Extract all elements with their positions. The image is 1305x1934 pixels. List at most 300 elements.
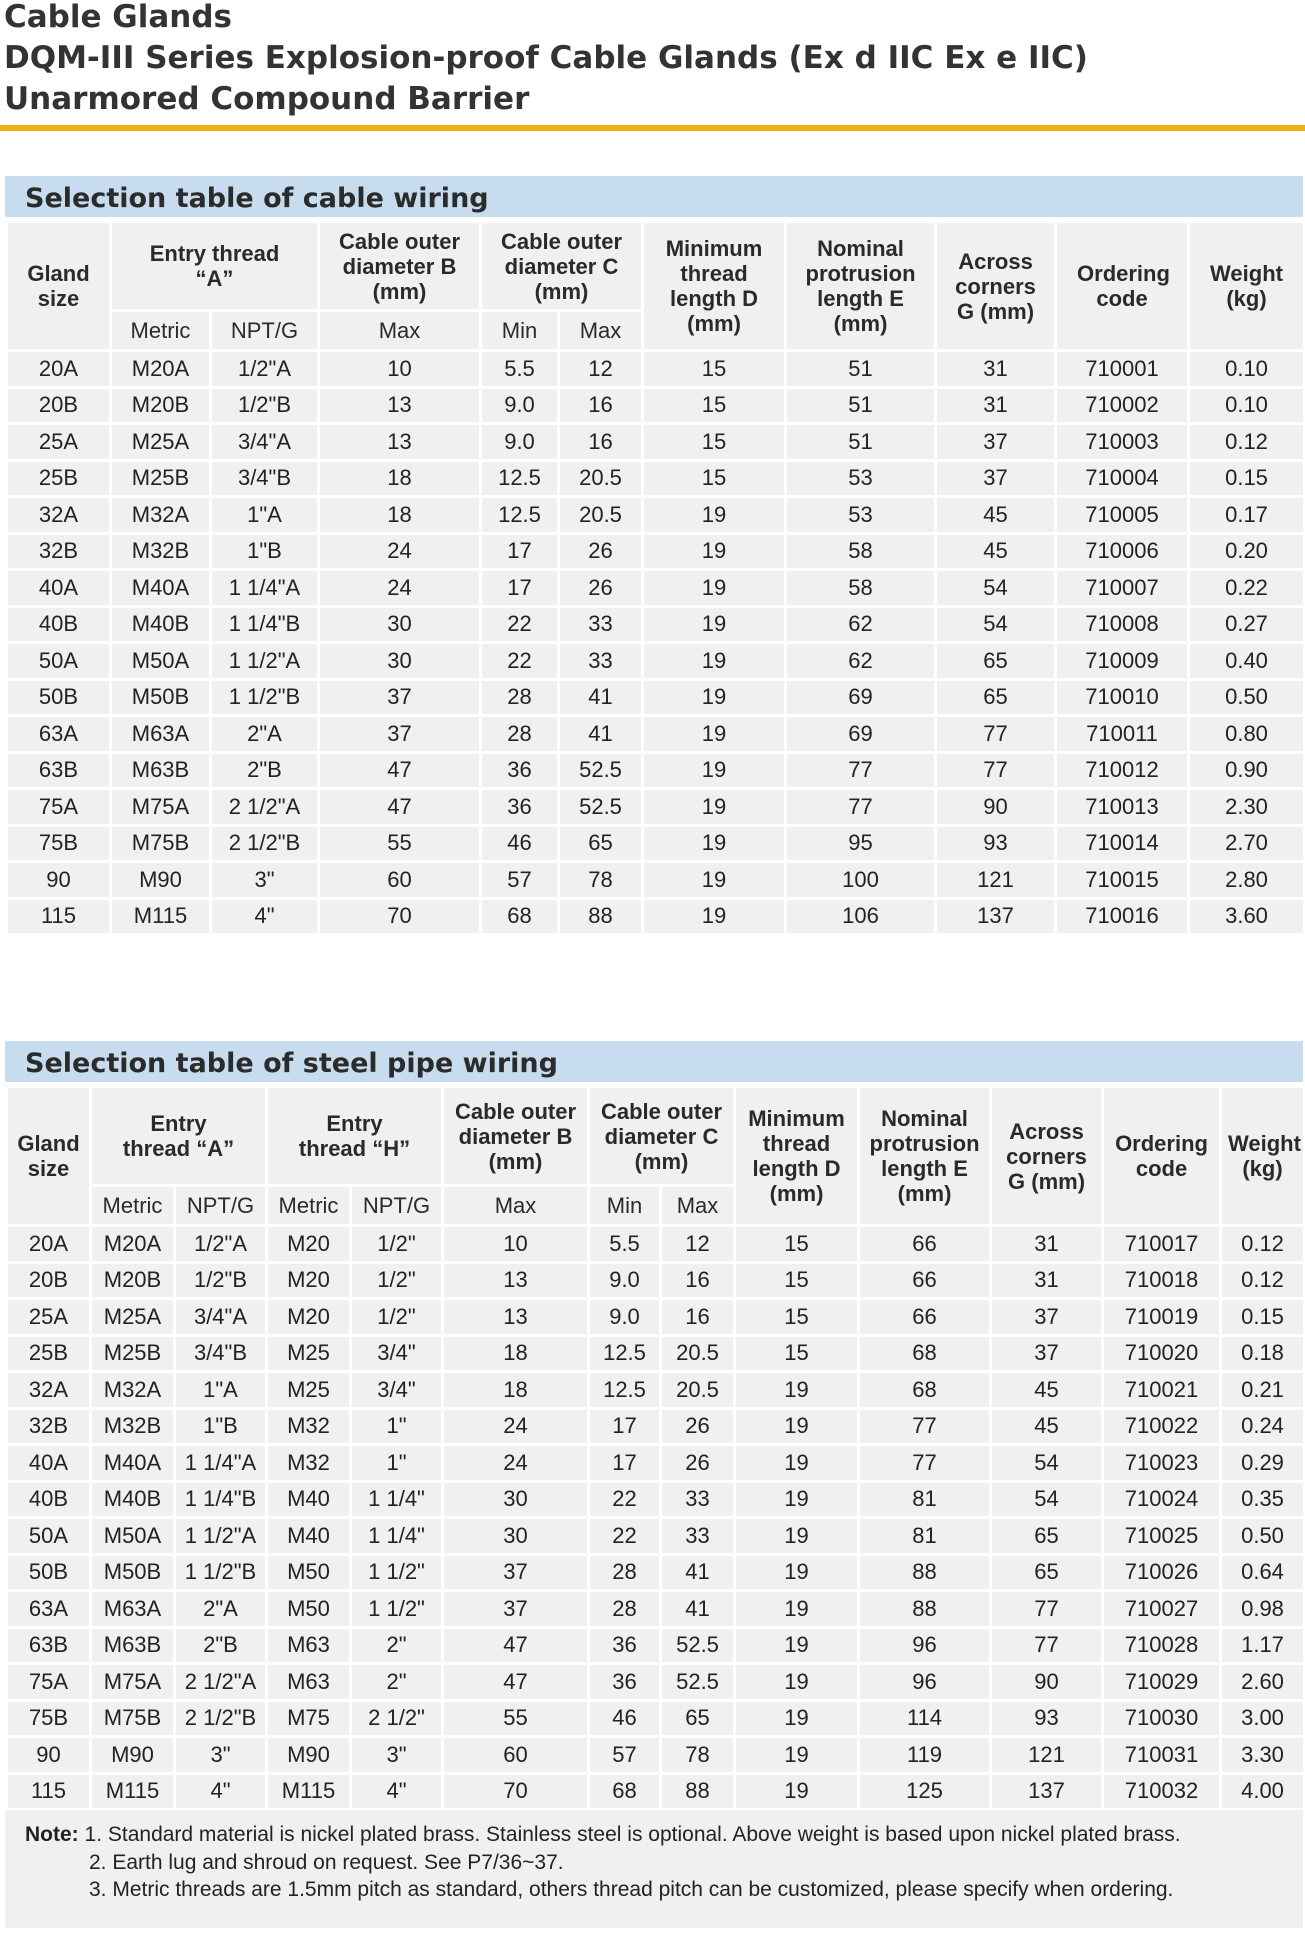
table-cell: M63B (91, 1627, 175, 1664)
table-cell: 1/2"B (175, 1262, 267, 1299)
table-cell: 26 (559, 570, 643, 607)
table-cell: 33 (559, 643, 643, 680)
table-cell: 9.0 (481, 387, 559, 424)
table-cell: 710020 (1103, 1335, 1221, 1372)
table-cell: 2 1/2"B (211, 825, 319, 862)
table-cell: 0.10 (1189, 351, 1305, 388)
table-cell: 66 (859, 1299, 991, 1336)
col-npt-h: NPT/G (351, 1186, 443, 1226)
table-cell: 4" (175, 1773, 267, 1810)
table-cell: 25A (7, 424, 111, 461)
table-cell: 2.30 (1189, 789, 1305, 826)
cable-wiring-rows (7, 351, 1305, 935)
table-cell: 19 (735, 1408, 859, 1445)
col-metric-h: Metric (267, 1186, 351, 1226)
table-cell: 19 (643, 862, 786, 899)
table-cell: 50A (7, 643, 111, 680)
table-cell: 15 (735, 1299, 859, 1336)
table-row (7, 1591, 1305, 1628)
table-cell: 710029 (1103, 1664, 1221, 1701)
table-cell: 2"B (175, 1627, 267, 1664)
table-cell: 2"A (211, 716, 319, 753)
table-cell: 69 (786, 679, 936, 716)
table-cell: 710007 (1056, 570, 1189, 607)
table-cell: M63 (267, 1627, 351, 1664)
table-cell: 0.15 (1189, 460, 1305, 497)
table-cell: 30 (443, 1481, 589, 1518)
table-cell: M50 (267, 1554, 351, 1591)
table-cell: 31 (936, 351, 1056, 388)
table-row (7, 1627, 1305, 1664)
table-cell: 17 (589, 1408, 661, 1445)
table-cell: 46 (481, 825, 559, 862)
table-cell: 9.0 (481, 424, 559, 461)
table-cell: 0.29 (1221, 1445, 1305, 1482)
table-cell: 18 (443, 1335, 589, 1372)
table-cell: M50 (267, 1591, 351, 1628)
table-cell: 33 (661, 1518, 735, 1555)
table-cell: M32A (91, 1372, 175, 1409)
table-cell: 1 1/4"B (175, 1481, 267, 1518)
table-cell: 96 (859, 1627, 991, 1664)
table-cell: 125 (859, 1773, 991, 1810)
table-cell: 1 1/2" (351, 1554, 443, 1591)
table-cell: 710006 (1056, 533, 1189, 570)
table-cell: M90 (267, 1737, 351, 1774)
table-cell: 41 (661, 1554, 735, 1591)
table-cell: 4" (211, 898, 319, 935)
table-cell: 40A (7, 1445, 91, 1482)
table-row (7, 1481, 1305, 1518)
table-row (7, 387, 1305, 424)
table-cell: M32B (91, 1408, 175, 1445)
table-cell: 57 (589, 1737, 661, 1774)
table-cell: 0.18 (1221, 1335, 1305, 1372)
table-cell: 1/2"A (211, 351, 319, 388)
table-cell: 22 (481, 643, 559, 680)
steel-pipe-section (5, 1041, 1303, 1811)
col-entry-thread: Entry thread “A” (111, 222, 319, 311)
table-cell: 710009 (1056, 643, 1189, 680)
table-cell: 37 (936, 460, 1056, 497)
note-2: 2. Earth lug and shroud on request. See P7/36~37. (89, 1850, 564, 1874)
table-cell: 51 (786, 351, 936, 388)
table-cell: 37 (443, 1554, 589, 1591)
table-cell: 75A (7, 789, 111, 826)
table-cell: 28 (481, 679, 559, 716)
table-cell: 24 (319, 533, 481, 570)
table-row (7, 1518, 1305, 1555)
table-cell: 3.00 (1221, 1700, 1305, 1737)
page-subtitle: DQM-III Series Explosion-proof Cable Glands (Ex d IIC Ex e IIC) (4, 40, 1088, 76)
table-cell: 54 (936, 606, 1056, 643)
table-cell: M75A (111, 789, 211, 826)
table-cell: 13 (319, 387, 481, 424)
table-cell: 77 (859, 1408, 991, 1445)
table-cell: 3/4"A (175, 1299, 267, 1336)
table-cell: 16 (559, 424, 643, 461)
table-cell: 15 (643, 424, 786, 461)
table-cell: 710022 (1103, 1408, 1221, 1445)
table-row (7, 752, 1305, 789)
table-cell: 1 1/4"A (211, 570, 319, 607)
table-cell: M20 (267, 1299, 351, 1336)
table-cell: 47 (443, 1627, 589, 1664)
table-cell: M32A (111, 497, 211, 534)
table-cell: 1 1/4"A (175, 1445, 267, 1482)
table-cell: M115 (267, 1773, 351, 1810)
table-cell: 68 (859, 1372, 991, 1409)
table-cell: 88 (559, 898, 643, 935)
table-cell: M20A (111, 351, 211, 388)
table-cell: 1"A (175, 1372, 267, 1409)
table-cell: M40B (111, 606, 211, 643)
table-cell: 0.21 (1221, 1372, 1305, 1409)
table-cell: 20.5 (661, 1372, 735, 1409)
table-cell: 3" (351, 1737, 443, 1774)
table-cell: 19 (735, 1700, 859, 1737)
table-cell: M75B (91, 1700, 175, 1737)
table-cell: M40A (91, 1445, 175, 1482)
table-cell: 95 (786, 825, 936, 862)
table-cell: 33 (559, 606, 643, 643)
table-cell: 1/2" (351, 1226, 443, 1263)
table-row (7, 460, 1305, 497)
table-row (7, 1408, 1305, 1445)
table-cell: 3/4"B (175, 1335, 267, 1372)
table-cell: 16 (661, 1262, 735, 1299)
table-cell: 0.10 (1189, 387, 1305, 424)
table-row (7, 1700, 1305, 1737)
table-cell: 19 (735, 1372, 859, 1409)
table-cell: 32A (7, 1372, 91, 1409)
table-cell: 55 (319, 825, 481, 862)
col-weight: Weight (kg) (1221, 1087, 1305, 1226)
table-row (7, 643, 1305, 680)
table-cell: 53 (786, 460, 936, 497)
col-max-c: Max (661, 1186, 735, 1226)
table-cell: 19 (643, 752, 786, 789)
table-cell: 28 (481, 716, 559, 753)
table-cell: 19 (643, 716, 786, 753)
table-cell: 60 (443, 1737, 589, 1774)
table-cell: 77 (991, 1627, 1103, 1664)
table-cell: 115 (7, 1773, 91, 1810)
header-divider (0, 125, 1305, 131)
table-cell: 710032 (1103, 1773, 1221, 1810)
table-cell: 22 (589, 1518, 661, 1555)
table-cell: 31 (991, 1226, 1103, 1263)
table-cell: 12 (559, 351, 643, 388)
table-cell: 66 (859, 1262, 991, 1299)
table-cell: 20B (7, 387, 111, 424)
table-row (7, 1554, 1305, 1591)
table-cell: 0.24 (1221, 1408, 1305, 1445)
table-cell: 0.64 (1221, 1554, 1305, 1591)
table-cell: M90 (91, 1737, 175, 1774)
col-entry-thread-a: Entry thread “A” (91, 1087, 267, 1186)
page-title: Cable Glands (4, 0, 233, 35)
table-cell: 77 (786, 789, 936, 826)
table-cell: M75A (91, 1664, 175, 1701)
table-row (7, 424, 1305, 461)
table-cell: 1" (351, 1445, 443, 1482)
table-cell: 3/4" (351, 1372, 443, 1409)
table-cell: M20B (91, 1262, 175, 1299)
table-cell: 19 (643, 825, 786, 862)
table-cell: 62 (786, 606, 936, 643)
table-cell: 19 (643, 497, 786, 534)
table-cell: M25B (111, 460, 211, 497)
table-cell: 19 (643, 643, 786, 680)
table-cell: 90 (991, 1664, 1103, 1701)
table-cell: 52.5 (559, 752, 643, 789)
table-cell: 31 (991, 1262, 1103, 1299)
table-cell: 20A (7, 1226, 91, 1263)
col-ordering: Ordering code (1056, 222, 1189, 351)
table-cell: 1 1/4"B (211, 606, 319, 643)
table-cell: 36 (589, 1627, 661, 1664)
table-cell: 50A (7, 1518, 91, 1555)
table-cell: 0.15 (1221, 1299, 1305, 1336)
table-cell: 18 (319, 497, 481, 534)
table-cell: 710019 (1103, 1299, 1221, 1336)
table-cell: 15 (643, 387, 786, 424)
table-cell: 90 (7, 862, 111, 899)
table-cell: 68 (589, 1773, 661, 1810)
table-cell: 4.00 (1221, 1773, 1305, 1810)
table-cell: 32B (7, 533, 111, 570)
table-cell: M50B (91, 1554, 175, 1591)
table-cell: 20A (7, 351, 111, 388)
table-cell: 53 (786, 497, 936, 534)
table-cell: 0.27 (1189, 606, 1305, 643)
table-cell: 37 (936, 424, 1056, 461)
table-cell: 63A (7, 716, 111, 753)
table-cell: M40B (91, 1481, 175, 1518)
table-cell: 26 (559, 533, 643, 570)
table-cell: 40B (7, 1481, 91, 1518)
table-cell: M25 (267, 1372, 351, 1409)
col-min-c: Min (481, 311, 559, 351)
table-cell: 19 (735, 1737, 859, 1774)
table-cell: 88 (859, 1591, 991, 1628)
col-npt-a: NPT/G (175, 1186, 267, 1226)
col-npt: NPT/G (211, 311, 319, 351)
table-cell: 121 (936, 862, 1056, 899)
table-cell: 65 (661, 1700, 735, 1737)
table-cell: 121 (991, 1737, 1103, 1774)
table-cell: 19 (735, 1773, 859, 1810)
table-cell: 30 (319, 606, 481, 643)
table-cell: 2"A (175, 1591, 267, 1628)
table-row (7, 533, 1305, 570)
table-cell: 17 (589, 1445, 661, 1482)
table-row (7, 1335, 1305, 1372)
table-cell: 13 (319, 424, 481, 461)
table-cell: 710012 (1056, 752, 1189, 789)
table-cell: 28 (589, 1591, 661, 1628)
table-cell: 12.5 (481, 460, 559, 497)
table-cell: 2"B (211, 752, 319, 789)
table-cell: 1 1/2"A (211, 643, 319, 680)
table-cell: 13 (443, 1299, 589, 1336)
table-cell: M20A (91, 1226, 175, 1263)
col-gland-size: Gland size (7, 1087, 91, 1226)
table-cell: 75A (7, 1664, 91, 1701)
table-cell: 15 (643, 351, 786, 388)
table-cell: 1 1/2"B (211, 679, 319, 716)
page-subtitle-2: Unarmored Compound Barrier (4, 81, 530, 117)
table-cell: 2.70 (1189, 825, 1305, 862)
table-cell: 1"B (175, 1408, 267, 1445)
table-cell: 9.0 (589, 1299, 661, 1336)
table-row (7, 1262, 1305, 1299)
table-cell: 54 (991, 1481, 1103, 1518)
table-row (7, 570, 1305, 607)
table-cell: 2.80 (1189, 862, 1305, 899)
table-cell: 54 (936, 570, 1056, 607)
table-cell: 65 (936, 643, 1056, 680)
table-cell: 5.5 (481, 351, 559, 388)
table-cell: 710014 (1056, 825, 1189, 862)
table-cell: 710002 (1056, 387, 1189, 424)
table-cell: 65 (991, 1518, 1103, 1555)
table-cell: 33 (661, 1481, 735, 1518)
table-cell: 26 (661, 1408, 735, 1445)
table-row (7, 606, 1305, 643)
table-cell: 1 1/4" (351, 1481, 443, 1518)
table-cell: 78 (559, 862, 643, 899)
table-cell: 41 (661, 1591, 735, 1628)
table-cell: 19 (643, 789, 786, 826)
table-row (7, 1737, 1305, 1774)
table-cell: 36 (481, 789, 559, 826)
table-cell: 710026 (1103, 1554, 1221, 1591)
col-max-c: Max (559, 311, 643, 351)
table-cell: 15 (735, 1262, 859, 1299)
table-cell: 710008 (1056, 606, 1189, 643)
table-cell: M25A (111, 424, 211, 461)
table-cell: 26 (661, 1445, 735, 1482)
note-label: Note: (25, 1823, 79, 1846)
table-cell: 710023 (1103, 1445, 1221, 1482)
col-nominal: Nominal protrusion length E (mm) (786, 222, 936, 351)
table-cell: M32B (111, 533, 211, 570)
table-cell: 75B (7, 1700, 91, 1737)
table-cell: 18 (319, 460, 481, 497)
table-cell: 710003 (1056, 424, 1189, 461)
table-cell: 1.17 (1221, 1627, 1305, 1664)
table-cell: 88 (661, 1773, 735, 1810)
table-cell: 119 (859, 1737, 991, 1774)
table-cell: 24 (319, 570, 481, 607)
table-cell: 93 (991, 1700, 1103, 1737)
table-cell: 37 (443, 1591, 589, 1628)
table-cell: 22 (481, 606, 559, 643)
table-cell: M20 (267, 1226, 351, 1263)
table-cell: 36 (481, 752, 559, 789)
table-cell: 25B (7, 1335, 91, 1372)
table-cell: 19 (643, 898, 786, 935)
table-cell: 52.5 (559, 789, 643, 826)
table-cell: 70 (443, 1773, 589, 1810)
table-cell: M25 (267, 1335, 351, 1372)
table-cell: 16 (559, 387, 643, 424)
table-cell: 2 1/2"B (175, 1700, 267, 1737)
table-cell: 24 (443, 1408, 589, 1445)
col-cable-b: Cable outer diameter B (mm) (443, 1087, 589, 1186)
note-1 (25, 1821, 1303, 1849)
table-cell: 20.5 (559, 460, 643, 497)
table-cell: 710016 (1056, 898, 1189, 935)
table-cell: 68 (481, 898, 559, 935)
table-cell: 81 (859, 1518, 991, 1555)
table-cell: 12 (661, 1226, 735, 1263)
col-weight: Weight (kg) (1189, 222, 1305, 351)
table-cell: 137 (936, 898, 1056, 935)
col-across: Across corners G (mm) (936, 222, 1056, 351)
table-cell: 93 (936, 825, 1056, 862)
col-min-c: Min (589, 1186, 661, 1226)
page-header (0, 0, 1305, 120)
table-cell: 37 (319, 716, 481, 753)
table-cell: 63B (7, 752, 111, 789)
table-cell: 16 (661, 1299, 735, 1336)
col-min-thread: Minimum thread length D (mm) (643, 222, 786, 351)
col-ordering: Ordering code (1103, 1087, 1221, 1226)
table-cell: 81 (859, 1481, 991, 1518)
table-cell: 10 (319, 351, 481, 388)
table-cell: 0.50 (1189, 679, 1305, 716)
table-cell: 88 (859, 1554, 991, 1591)
table-cell: 137 (991, 1773, 1103, 1810)
table-cell: 37 (991, 1299, 1103, 1336)
table-cell: 2" (351, 1664, 443, 1701)
table-cell: 15 (735, 1226, 859, 1263)
table-cell: 63B (7, 1627, 91, 1664)
table-cell: 52.5 (661, 1627, 735, 1664)
table-cell: M32 (267, 1445, 351, 1482)
col-metric: Metric (111, 311, 211, 351)
table-cell: 19 (735, 1554, 859, 1591)
table-cell: 2 1/2" (351, 1700, 443, 1737)
table-cell: 25B (7, 460, 111, 497)
table-cell: 77 (936, 752, 1056, 789)
table-cell: 710021 (1103, 1372, 1221, 1409)
table-cell: 47 (319, 789, 481, 826)
table-cell: 3/4" (351, 1335, 443, 1372)
table-cell: 710005 (1056, 497, 1189, 534)
table-cell: M63A (111, 716, 211, 753)
col-nominal: Nominal protrusion length E (mm) (859, 1087, 991, 1226)
table-cell: 19 (643, 606, 786, 643)
table-cell: M40A (111, 570, 211, 607)
table-cell: 36 (589, 1664, 661, 1701)
table-cell: 65 (936, 679, 1056, 716)
table-cell: M63 (267, 1664, 351, 1701)
table-row (7, 1372, 1305, 1409)
table-cell: 19 (735, 1518, 859, 1555)
table-cell: M25B (91, 1335, 175, 1372)
table-cell: M115 (91, 1773, 175, 1810)
table-row (7, 1445, 1305, 1482)
note-3: 3. Metric threads are 1.5mm pitch as standard, others thread pitch can be customized, please specify when ordering. (89, 1878, 1174, 1901)
table-cell: 3.30 (1221, 1737, 1305, 1774)
table-cell: M20 (267, 1262, 351, 1299)
table-cell: 41 (559, 716, 643, 753)
table-cell: 114 (859, 1700, 991, 1737)
